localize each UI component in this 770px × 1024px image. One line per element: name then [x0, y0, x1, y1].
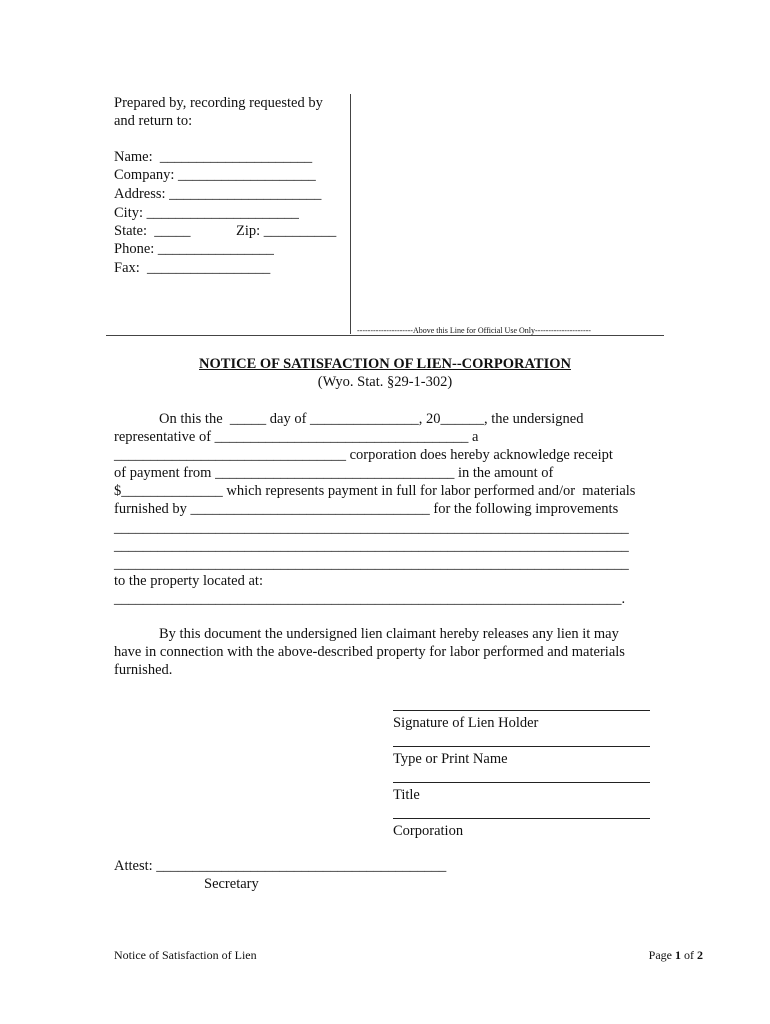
address-field: Address: _____________________ — [114, 186, 322, 202]
current-page: 1 — [675, 948, 681, 962]
property-blank: ______________________________________________________________________. — [114, 591, 626, 607]
official-use-note: ---------------------Above this Line for Official Use Only--------------------- — [357, 326, 591, 335]
body-line-3: ________________________________ corporation does hereby acknowledge receipt — [114, 447, 613, 463]
city-field: City: _____________________ — [114, 205, 299, 221]
document-title: NOTICE OF SATISFACTION OF LIEN--CORPORATION — [199, 356, 571, 372]
body-line-6: furnished by _________________________________ for the following improvements — [114, 501, 619, 517]
header-vertical-divider — [350, 94, 351, 334]
release-line-1: By this document the undersigned lien claimant hereby releases any lien it may — [159, 626, 619, 642]
document-subtitle: (Wyo. Stat. §29-1-302) — [317, 374, 453, 390]
page-number — [649, 948, 703, 962]
release-line-3: furnished. — [114, 662, 173, 678]
lien-holder-label: Signature of Lien Holder — [393, 715, 539, 731]
page-prefix: Page — [648, 948, 675, 962]
name-field: Name: _____________________ — [114, 149, 313, 165]
phone-field: Phone: ________________ — [114, 241, 274, 257]
title-label: Title — [393, 787, 420, 803]
improvements-blank-1: _______________________________________________________________________ — [114, 520, 629, 536]
footer-title: Notice of Satisfaction of Lien — [114, 948, 257, 962]
fax-field: Fax: _________________ — [114, 260, 271, 276]
property-label: to the property located at: — [114, 573, 263, 589]
prepared-by-line-1: Prepared by, recording requested by — [114, 95, 323, 111]
release-line-2: have in connection with the above-described property for labor performed and materials — [114, 644, 625, 660]
body-line-2: representative of ___________________________________ a — [114, 429, 479, 445]
attest-line: Attest: ________________________________________ — [114, 858, 447, 874]
state-field: State: _____ — [114, 223, 191, 239]
body-line-1: On this the _____ day of _______________, 20______, the undersigned — [159, 411, 584, 427]
body-line-4: of payment from _________________________________ in the amount of — [114, 465, 554, 481]
total-pages: 2 — [697, 948, 703, 962]
prepared-by-line-2: and return to: — [114, 113, 193, 129]
improvements-blank-3: _______________________________________________________________________ — [114, 556, 629, 572]
header-horizontal-divider — [106, 335, 664, 336]
improvements-blank-2: _______________________________________________________________________ — [114, 538, 629, 554]
page-of: of — [681, 948, 697, 962]
zip-field: Zip: __________ — [236, 223, 337, 239]
corporation-line — [393, 818, 650, 819]
print-name-label: Type or Print Name — [393, 751, 508, 767]
lien-holder-signature-line — [393, 710, 650, 711]
body-line-5: $______________ which represents payment in full for labor performed and/or materials — [114, 483, 636, 499]
secretary-label: Secretary — [204, 876, 259, 892]
title-line — [393, 782, 650, 783]
company-field: Company: ___________________ — [114, 167, 316, 183]
print-name-line — [393, 746, 650, 747]
corporation-label: Corporation — [393, 823, 464, 839]
